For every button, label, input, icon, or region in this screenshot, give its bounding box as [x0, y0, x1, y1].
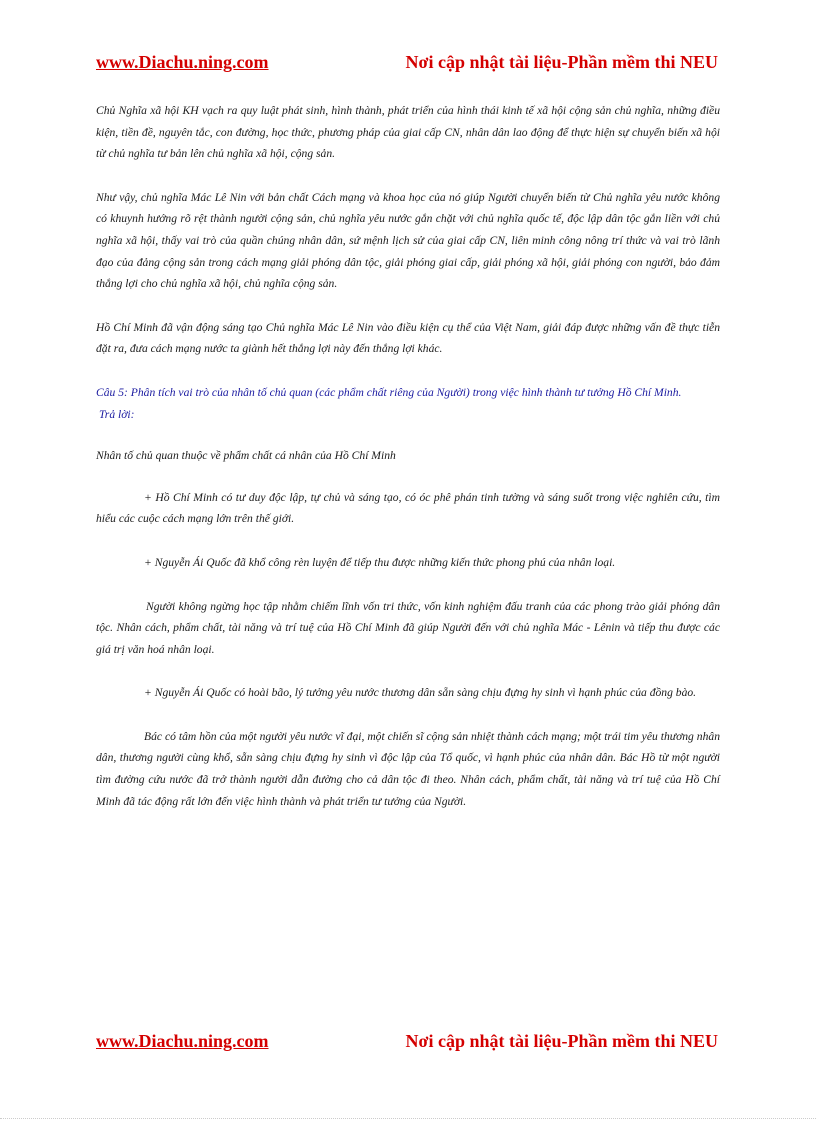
- paragraph-4: Nhân tố chủ quan thuộc về phẩm chất cá nhân của Hồ Chí Minh: [96, 449, 396, 463]
- header-tagline: Nơi cập nhật tài liệu-Phần mềm thi NEU: [405, 52, 718, 72]
- paragraph-7: Người không ngừng học tập nhằm chiếm lĩnh vốn tri thức, vốn kinh nghiệm đấu tranh của các phong trào giải phóng dân tộc. Nhân cách, phẩm chất, tài năng và trí tuệ của Hồ Chí Minh đã giúp Người đến với chủ nghĩa Mác - Lênin và tiếp thu được các giá trị văn hoá nhân loại.: [96, 599, 720, 656]
- page-header: [96, 52, 718, 73]
- page-bottom-divider: [0, 1118, 816, 1119]
- footer-tagline: Nơi cập nhật tài liệu-Phần mềm thi NEU: [405, 1031, 718, 1051]
- question-heading: Câu 5: Phân tích vai trò của nhân tố chủ quan (các phẩm chất riêng của Người) trong việc hình thành tư tưởng Hồ Chí Minh.: [96, 385, 682, 399]
- answer-label: Trả lời:: [99, 407, 135, 421]
- paragraph-1: Chủ Nghĩa xã hội KH vạch ra quy luật phát sinh, hình thành, phát triển của hình thái kinh tế xã hội cộng sản chủ nghĩa, những điều kiện, tiền đề, nguyên tắc, con đường, học thức, phương pháp của giai cấp CN, nhân dân lao động để thực hiện sự chuyển biến xã hội từ chủ nghĩa tư bản lên chủ nghĩa xã hội, cộng sản.: [96, 104, 720, 161]
- page-footer: [96, 1031, 718, 1052]
- footer-site-link[interactable]: www.Diachu.ning.com: [96, 1031, 269, 1051]
- paragraph-5: + Hồ Chí Minh có tư duy độc lập, tự chủ và sáng tạo, có óc phê phán tinh tường và sáng suốt trong việc nghiên cứu, tìm hiểu các cuộc cách mạng lớn trên thế giới.: [96, 490, 720, 526]
- paragraph-8: + Nguyễn Ái Quốc có hoài bão, lý tưởng yêu nước thương dân sẵn sàng chịu đựng hy sinh vì hạnh phúc của đồng bào.: [144, 686, 697, 700]
- header-site-link[interactable]: www.Diachu.ning.com: [96, 52, 269, 72]
- paragraph-3: Hồ Chí Minh đã vận động sáng tạo Chủ nghĩa Mác Lê Nin vào điều kiện cụ thể của Việt Nam, giải đáp được những vấn đề thực tiễn đặt ra, đưa cách mạng nước ta giành hết thắng lợi này đến thắng lợi khác.: [96, 320, 720, 356]
- document-body: [96, 100, 720, 834]
- paragraph-9: Bác có tâm hồn của một người yêu nước vĩ đại, một chiến sĩ cộng sản nhiệt thành cách mạng; một trái tim yêu thương nhân dân, thương người cùng khổ, sẵn sàng chịu đựng hy sinh vì độc lập của Tổ quốc, vì hạnh phúc của nhân dân. Bác Hồ từ một người tìm đường cứu nước đã trở thành người dẫn đường cho cả dân tộc đi theo. Nhân cách, phẩm chất, tài năng và trí tuệ của Hồ Chí Minh đã tác động rất lớn đến việc hình thành và phát triển tư tưởng của Người.: [96, 729, 720, 808]
- paragraph-2: Như vậy, chủ nghĩa Mác Lê Nin với bản chất Cách mạng và khoa học của nó giúp Người chuyển biến từ Chủ nghĩa yêu nước không có khuynh hướng rõ rệt thành người cộng sản, chủ nghĩa yêu nước gắn chặt với chủ nghĩa quốc tế, độc lập dân tộc gắn liền với chủ nghĩa xã hội, thấy vai trò của quần chúng nhân dân, sứ mệnh lịch sử của giai cấp CN, liên minh công nông trí thức và vai trò lãnh đạo của đảng cộng sản trong cách mạng giải phóng dân tộc, giải phóng giai cấp, giải phóng xã hội, giải phóng con người, bảo đảm thắng lợi cho chủ nghĩa xã hội, chủ nghĩa cộng sản.: [96, 190, 720, 291]
- paragraph-6: + Nguyễn Ái Quốc đã khổ công rèn luyện để tiếp thu được những kiến thức phong phú của nhân loại.: [144, 555, 616, 569]
